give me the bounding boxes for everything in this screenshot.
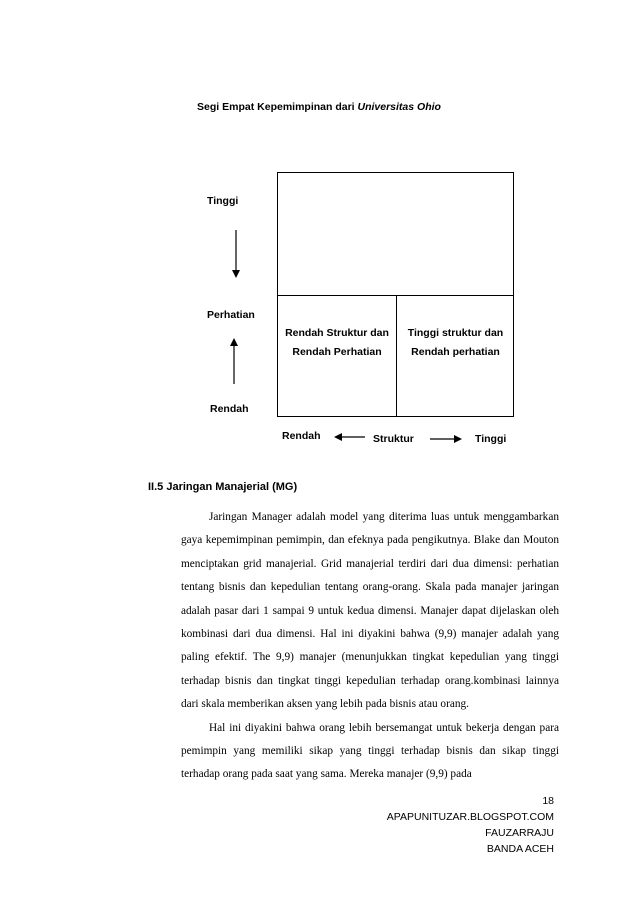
quadrant-bottom-right-line1: Tinggi struktur dan [407,327,504,339]
paragraph-1: Jaringan Manager adalah model yang diterima luas untuk menggambarkan gaya kepemimpinan pemimpin, dan efeknya pada pengikutnya. Blake dan Mouton menciptakan grid manajerial. Grid manajerial terdiri dari dua dimensi: perhatian tentang bisnis dan kepedulian tentang orang-orang. Skala pada manajer jaringan adalah pasar dari 1 sampai 9 untuk kedua dimensi. Manajer dapat dijelaskan oleh kombinasi dari dua dimensi. Hal ini diyakini bahwa (9,9) manajer adalah yang paling efektif. The 9,9) manajer (menunjukkan tingkat kepedulian yang tinggi terhadap bisnis dan tingkat tinggi kepedulian terhadap orang.kombinasi lainnya dari skala memberikan aksen yang lebih pada bisnis atau orang. [181,511,559,711]
quadrant-bottom-left-line1: Rendah Struktur dan [285,327,389,339]
axis-label-tinggi-top: Tinggi [207,195,239,207]
footer-author: FAUZARRAJU [485,827,554,839]
body-text [181,506,559,787]
footer-site: APAPUNITUZAR.BLOGSPOT.COM [386,811,554,823]
axis-label-rendah-bottom: Rendah [282,430,321,442]
axis-label-tinggi-bottom: Tinggi [475,433,507,445]
quadrant-bottom-right [397,324,514,362]
caption-italic: Universitas Ohio [357,101,441,113]
quadrant-bottom-left-line2: Rendah Perhatian [292,346,382,358]
axis-label-struktur: Struktur [373,433,414,445]
figure-caption [0,101,638,113]
quadrant-bottom-right-line2: Rendah perhatian [411,346,500,358]
axis-label-rendah-left: Rendah [210,403,249,415]
up-arrow-icon [224,336,244,386]
caption-text: Segi Empat Kepemimpinan dari [197,101,358,113]
section-heading: II.5 Jaringan Manajerial (MG) [148,481,298,493]
page-footer [387,793,554,857]
paragraph-2: Hal ini diyakini bahwa orang lebih bersemangat untuk bekerja dengan para pemimpin yang memiliki sikap yang tinggi terhadap bisnis dan sikap tinggi terhadap orang pada saat yang sama. Mereka manajer (9,9) pada [181,721,559,781]
axis-label-perhatian: Perhatian [207,309,255,321]
right-arrow-icon [428,432,464,446]
left-arrow-icon [333,430,367,444]
page-number: 18 [542,795,554,807]
footer-location: BANDA ACEH [486,843,554,855]
quadrant-bottom-left [278,324,396,362]
down-arrow-icon [226,228,246,280]
